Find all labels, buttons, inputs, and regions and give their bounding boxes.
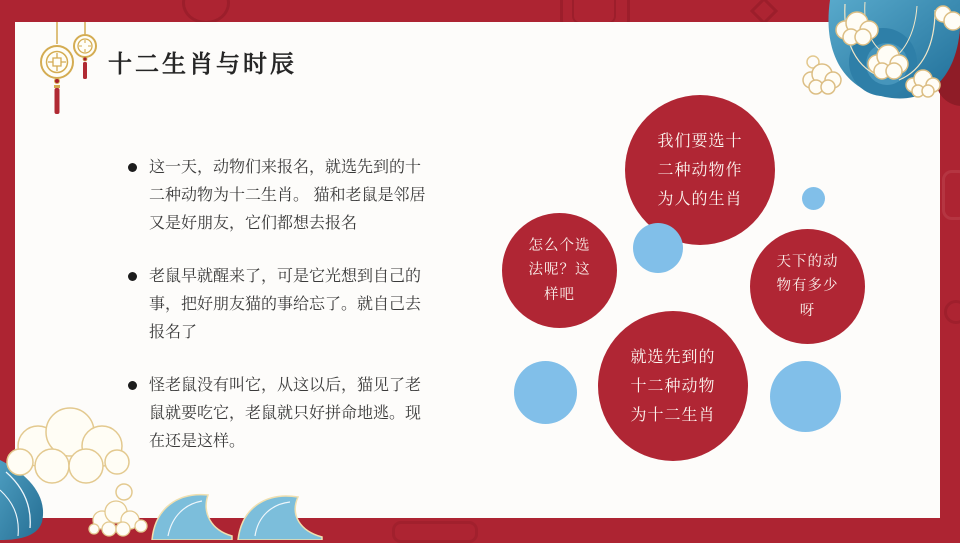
blue-dot-decoration xyxy=(633,223,683,273)
speech-bubble-first-arrivals xyxy=(598,311,748,461)
bubble-line: 呀 xyxy=(799,302,816,319)
bubble-line: 法呢？这 xyxy=(528,262,591,279)
bubble-line: 二种动物作 xyxy=(657,161,743,179)
bubble-line: 我们要选十 xyxy=(657,132,743,150)
bubble-line: 怎么个选 xyxy=(528,237,591,254)
border-lantern-motif xyxy=(182,0,230,24)
blue-dot-decoration xyxy=(802,187,825,210)
bubble-line: 为十二生肖 xyxy=(630,406,716,424)
story-bullet-item xyxy=(128,263,428,347)
bullet-dot-icon xyxy=(128,163,137,172)
speech-bubble-how-to-choose xyxy=(502,213,617,328)
border-tassel-motif xyxy=(942,170,960,220)
story-bullet-text: 这一天，动物们来报名，就选先到的十二种动物为十二生肖。 猫和老鼠是邻居又是好朋友，它们都想去报名 xyxy=(149,159,426,232)
bullet-dot-icon xyxy=(128,381,137,390)
blue-dot-decoration xyxy=(770,361,841,432)
border-drum-inner-motif xyxy=(572,0,616,24)
story-bullet-text: 老鼠早就醒来了，可是它光想到自己的事，把好朋友猫的事给忘了。就自己去报名了 xyxy=(149,268,422,341)
speech-bubble-select-twelve xyxy=(625,95,775,245)
story-bullet-item xyxy=(128,154,428,238)
bubble-line: 天下的动 xyxy=(776,253,839,270)
speech-bubble-how-many-animals xyxy=(750,229,865,344)
bubble-line: 样吧 xyxy=(544,286,575,303)
bubble-line: 就选先到的 xyxy=(630,348,716,366)
bubble-line: 十二种动物 xyxy=(630,377,716,395)
page-title: 十二生肖与时辰 xyxy=(108,51,297,78)
border-coin-motif xyxy=(944,300,960,324)
bullet-dot-icon xyxy=(128,272,137,281)
wave-cloud-decoration-top-right xyxy=(795,0,960,140)
blue-dot-decoration xyxy=(514,361,577,424)
bubble-line: 物有多少 xyxy=(776,278,839,295)
bubble-line: 为人的生肖 xyxy=(657,190,743,208)
story-bullet-text: 怪老鼠没有叫它，从这以后，猫见了老鼠就要吃它，老鼠就只好拼命地逃。现在还是这样。 xyxy=(149,377,422,450)
story-bullet-item xyxy=(128,372,428,456)
chinese-medallion-ornament-icon xyxy=(30,22,110,122)
story-bullet-list xyxy=(128,154,428,481)
